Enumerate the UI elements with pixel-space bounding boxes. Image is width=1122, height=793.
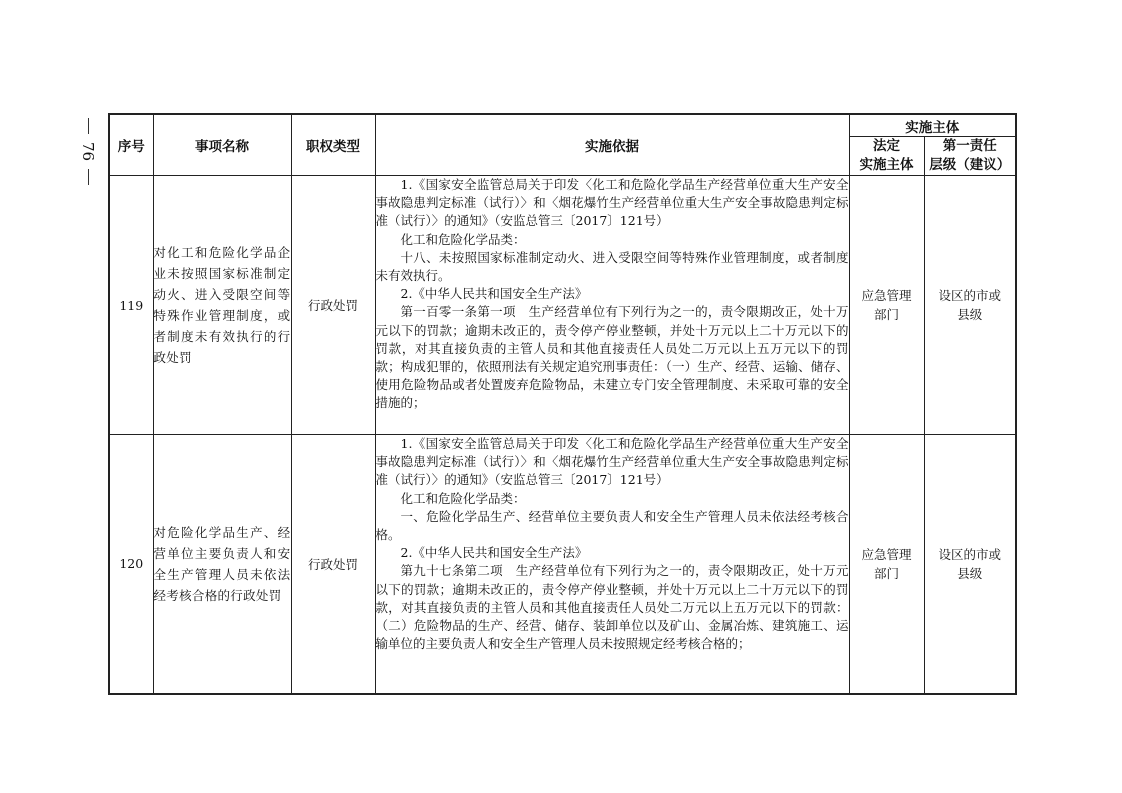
page-number-dash-top xyxy=(88,118,89,134)
row-seq: 119 xyxy=(109,176,153,435)
basis-paragraph: 2.《中华人民共和国安全生产法》 xyxy=(400,286,588,302)
header-basis: 实施依据 xyxy=(375,114,849,176)
row-name: 对化工和危险化学品企业未按照国家标准制定动火、进入受限空间等特殊作业管理制度，或者制度未有效执行的行政处罚 xyxy=(153,176,291,435)
header-responsibility xyxy=(924,137,1016,176)
row-responsibility xyxy=(924,176,1016,435)
header-name: 事项名称 xyxy=(153,114,291,176)
row-legal-subject-line1: 应急管理 xyxy=(861,546,912,562)
header-seq: 序号 xyxy=(109,114,153,176)
basis-paragraph: 十八、未按照国家标准制定动火、进入受限空间等特殊作业管理制度，或者制度未有效执行。 xyxy=(375,249,849,284)
row-legal-subject-line2: 部门 xyxy=(873,565,899,581)
row-responsibility-line1: 设区的市或 xyxy=(938,288,1001,303)
row-legal-subject-line2: 部门 xyxy=(873,307,899,322)
header-subject-group: 实施主体 xyxy=(849,114,1016,137)
basis-paragraph: 1.《国家安全监管总局关于印发〈化工和危险化学品生产经营单位重大生产安全事故隐患判定标准（试行）〉和〈烟花爆竹生产经营单位重大生产安全事故隐患判定标准（试行）〉的通知》（安监总管三〔2017〕121号） xyxy=(375,177,849,229)
header-legal-subject-line2: 实施主体 xyxy=(859,157,914,173)
basis-paragraph: 第九十七条第二项 生产经营单位有下列行为之一的，责令限期改正，处十万元以下的罚款；逾期未改正的，责令停产停业整顿，并处十万元以上二十万元以下的罚款，对其直接负责的主管人员和其他直接责任人员处二万元以上五万元以下的罚款：（二）危险物品的生产、经营、储存、装卸单位以及矿山、金属冶炼、建筑施工、运输单位的主要负责人和安全生产管理人员未按照规定经考核合格的； xyxy=(375,563,849,652)
row-legal-subject-line1: 应急管理 xyxy=(861,288,912,303)
row-responsibility-line2: 县级 xyxy=(957,307,983,322)
table-row xyxy=(109,176,1016,435)
basis-paragraph: 2.《中华人民共和国安全生产法》 xyxy=(400,545,588,561)
page-number-text: 76 xyxy=(79,141,98,162)
header-responsibility-line2: 层级（建议） xyxy=(929,157,1011,173)
row-legal-subject xyxy=(849,435,924,694)
row-type: 行政处罚 xyxy=(291,176,375,435)
header-legal-subject xyxy=(849,137,924,176)
row-type: 行政处罚 xyxy=(291,435,375,694)
header-responsibility-line1: 第一责任 xyxy=(942,138,997,154)
row-basis xyxy=(375,176,849,435)
basis-paragraph: 一、危险化学品生产、经营单位主要负责人和安全生产管理人员未依法经考核合格。 xyxy=(375,508,849,543)
table-row xyxy=(109,435,1016,694)
row-name: 对危险化学品生产、经营单位主要负责人和安全生产管理人员未依法经考核合格的行政处罚 xyxy=(153,435,291,694)
basis-paragraph: 第一百零一条第一项 生产经营单位有下列行为之一的，责令限期改正，处十万元以下的罚款；逾期未改正的，责令停产停业整顿，并处十万元以上二十万元以下的罚款，对其直接负责的主管人员和其他直接责任人员处二万元以上五万元以下的罚款；构成犯罪的，依照刑法有关规定追究刑事责任：（一）生产、经营、运输、储存、使用危险物品或者处置废弃危险物品，未建立专门安全管理制度、未采取可靠的安全措施的； xyxy=(375,304,849,411)
basis-paragraph: 化工和危险化学品类： xyxy=(400,490,526,506)
basis-paragraph: 化工和危险化学品类： xyxy=(400,231,526,247)
row-legal-subject xyxy=(849,176,924,435)
row-responsibility-line2: 县级 xyxy=(957,565,983,581)
header-legal-subject-line1: 法定 xyxy=(873,138,900,154)
basis-paragraph: 1.《国家安全监管总局关于印发〈化工和危险化学品生产经营单位重大生产安全事故隐患判定标准（试行）〉和〈烟花爆竹生产经营单位重大生产安全事故隐患判定标准（试行）〉的通知》（安监总管三〔2017〕121号） xyxy=(375,436,849,488)
page-number-dash-bottom xyxy=(88,169,89,185)
row-responsibility xyxy=(924,435,1016,694)
header-type: 职权类型 xyxy=(291,114,375,176)
row-responsibility-line1: 设区的市或 xyxy=(938,546,1001,562)
row-seq: 120 xyxy=(109,435,153,694)
row-basis xyxy=(375,435,849,694)
enforcement-matters-table xyxy=(108,113,1017,695)
page-number xyxy=(76,118,100,204)
